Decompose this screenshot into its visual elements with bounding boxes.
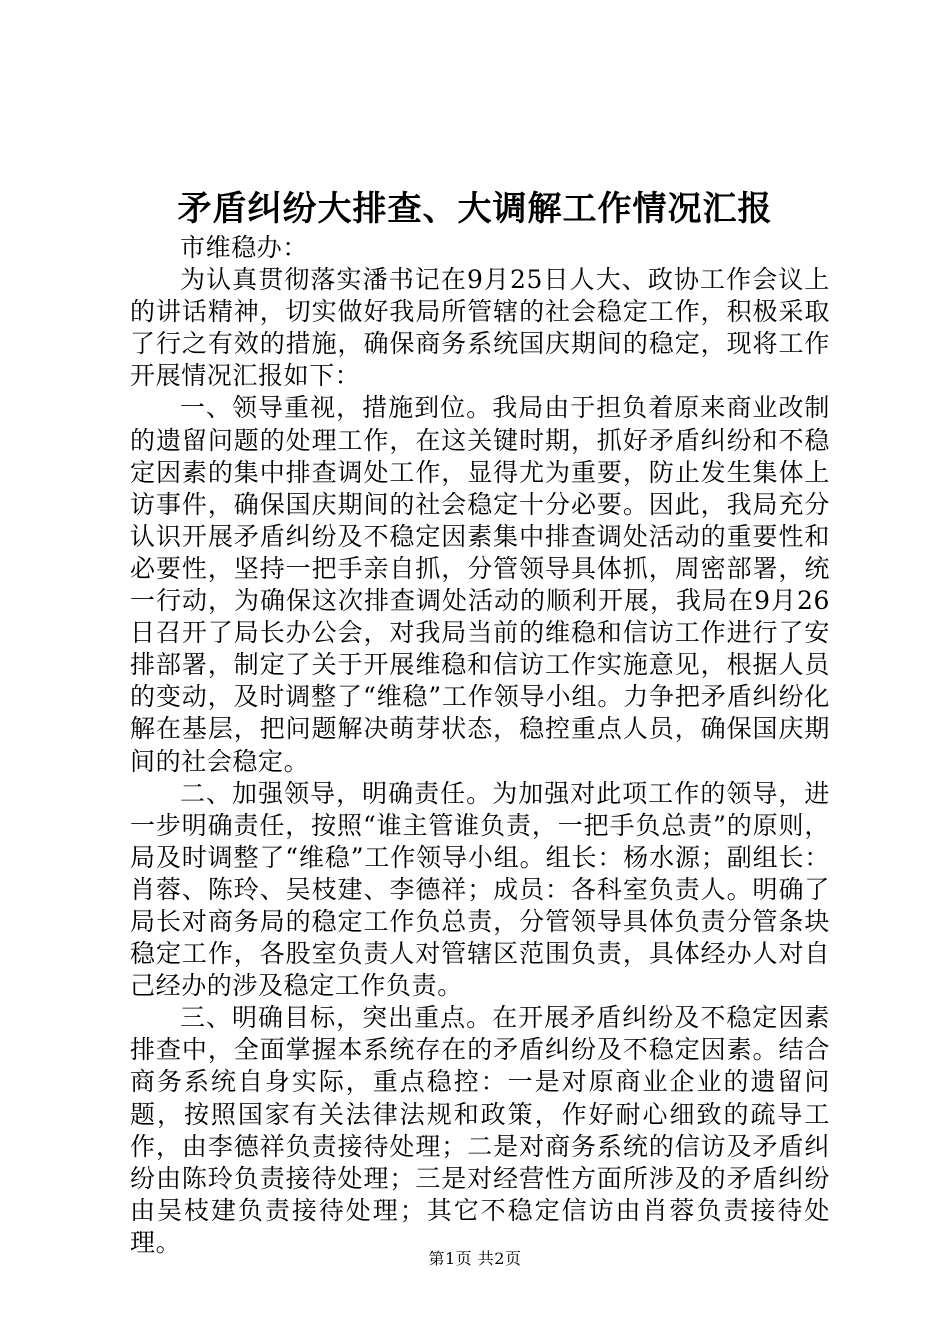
paragraph-section-3: 三、明确目标，突出重点。在开展矛盾纠纷及不稳定因素排查中，全面掌握本系统存在的矛盾纠纷及不稳定因素。结合商务系统自身实际，重点稳控：一是对原商业企业的遗留问题，按照国家有关法律法规和政策，作好耐心细致的疏导工作，由李德祥负责接待处理；二是对商务系统的信访及矛盾纠纷由陈玲负责接待处理；三是对经营性方面所涉及的矛盾纠纷由吴枝建负责接待处理；其它不稳定信访由肖蓉负责接待处理。 [130,1003,830,1257]
document-body [130,232,830,1259]
recipient-line: 市维稳办： [180,233,309,262]
paragraph-section-1: 一、领导重视，措施到位。我局由于担负着原来商业改制的遗留问题的处理工作，在这关键时期，抓好矛盾纠纷和不稳定因素的集中排查调处工作，显得尤为重要，防止发生集体上访事件，确保国庆期间的社会稳定十分必要。因此，我局充分认识开展矛盾纠纷及不稳定因素集中排查调处活动的重要性和必要性，坚持一把手亲自抓，分管领导具体抓，周密部署，统一行动，为确保这次排查调处活动的顺利开展，我局在9月26日召开了局长办公会，对我局当前的维稳和信访工作进行了安排部署，制定了关于开展维稳和信访工作实施意见，根据人员的变动，及时调整了“维稳”工作领导小组。力争把矛盾纠纷化解在基层，把问题解决萌芽状态，稳控重点人员，确保国庆期间的社会稳定。 [130,393,830,776]
paragraph-intro: 为认真贯彻落实潘书记在9月25日人大、政协工作会议上的讲话精神，切实做好我局所管辖的社会稳定工作，积极采取了行之有效的措施，确保商务系统国庆期间的稳定，现将工作开展情况汇报如下： [130,265,830,391]
document-title: 矛盾纠纷大排查、大调解工作情况汇报 [177,189,773,229]
page-number-footer: 第1页 共2页 [428,1249,522,1268]
paragraph-section-2: 二、加强领导，明确责任。为加强对此项工作的领导，进一步明确责任，按照“谁主管谁负责，一把手负总责”的原则，局及时调整了“维稳”工作领导小组。组长：杨水源；副组长：肖蓉、陈玲、吴枝建、李德祥；成员：各科室负责人。明确了局长对商务局的稳定工作负总责，分管领导具体负责分管条块稳定工作，各股室负责人对管辖区范围负责，具体经办人对自己经办的涉及稳定工作负责。 [130,778,830,1001]
